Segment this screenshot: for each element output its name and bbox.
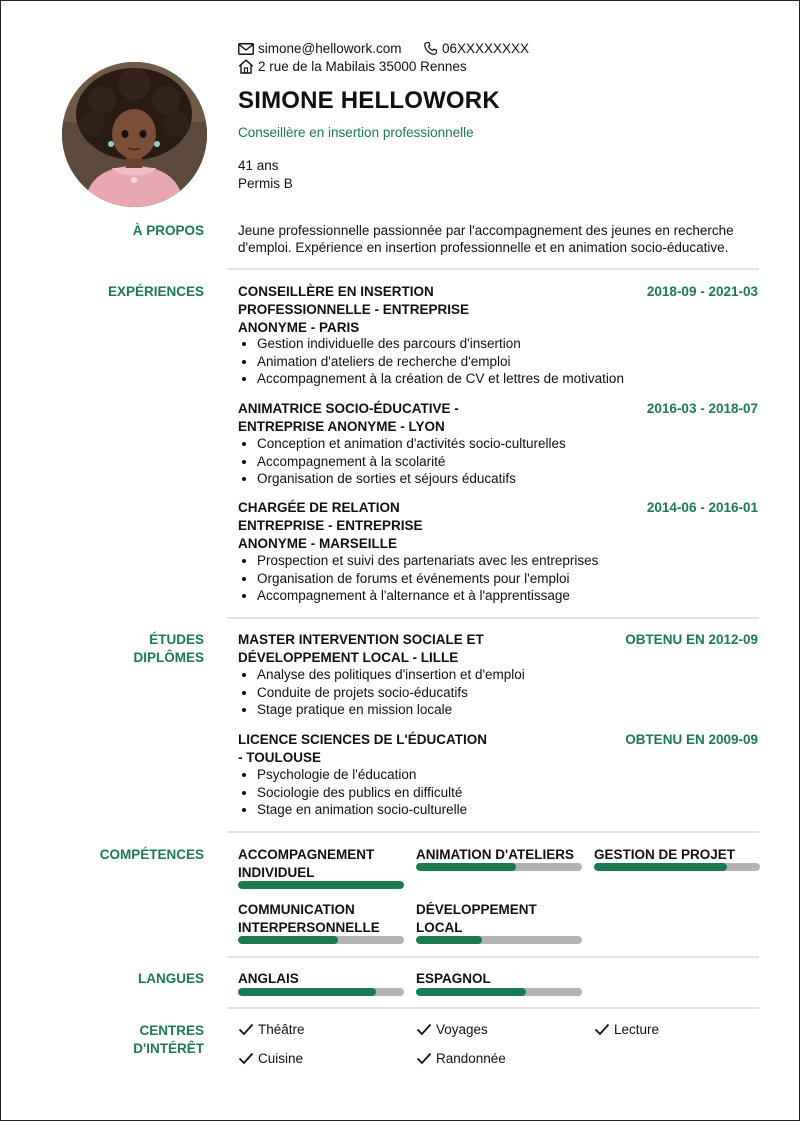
skill-level-bar [416, 863, 582, 871]
experience-tasks [238, 335, 624, 388]
list-item: • Organisation de sorties et séjours éducatifs [257, 470, 566, 488]
title-line: CHARGÉE DE RELATION [238, 500, 400, 515]
title-line: ENTREPRISE - ENTREPRISE [238, 518, 423, 533]
list-item: • Conduite de projets socio-éducatifs [257, 684, 525, 702]
skill-name-line: INTERPERSONNELLE [238, 920, 380, 935]
skill-name-line: GESTION DE PROJET [594, 847, 736, 862]
title-line: - TOULOUSE [238, 750, 322, 765]
list-item: • Gestion individuelle des parcours d'insertion [257, 335, 624, 353]
skill-level-bar [416, 936, 582, 944]
language-level-fill [238, 988, 376, 996]
interest-item [416, 1051, 506, 1066]
list-item: • Sociologie des publics en difficulté [257, 784, 467, 802]
skill-name-line: ANIMATION D'ATELIERS [416, 847, 574, 862]
skill-level-bar [238, 936, 404, 944]
list-item: • Conception et animation d'activités socio-culturelles [257, 435, 566, 453]
list-item: • Stage en animation socio-culturelle [257, 801, 467, 819]
divider [227, 617, 759, 619]
degree-title [238, 731, 487, 767]
list-item: • Analyse des politiques d'insertion et d'emploi [257, 666, 525, 684]
title-line: MASTER INTERVENTION SOCIALE ET [238, 632, 484, 647]
interest-label: Voyages [436, 1022, 488, 1037]
skill-name-line: INDIVIDUEL [238, 865, 315, 880]
divider [227, 831, 759, 833]
skill-item [238, 846, 404, 891]
divider [227, 956, 759, 958]
list-item: • Prospection et suivi des partenariats avec les entreprises [257, 552, 598, 570]
experience-title [238, 283, 469, 337]
experience-dates: 2016-03 - 2018-07 [646, 401, 758, 416]
home-icon [238, 59, 254, 74]
language-level-bar [238, 988, 404, 996]
contact-address [238, 59, 467, 74]
experience-dates: 2014-06 - 2016-01 [646, 500, 758, 515]
list-item: • Accompagnement à l'alternance et à l'apprentissage [257, 587, 598, 605]
avatar-illustration [62, 62, 207, 207]
experience-title [238, 499, 423, 553]
address-text: 2 rue de la Mabilais 35000 Rennes [258, 59, 467, 74]
skill-name-line: DÉVELOPPEMENT [416, 902, 537, 917]
checkmark-icon [238, 1023, 254, 1036]
list-item: • Psychologie de l'éducation [257, 766, 467, 784]
skill-level-fill [238, 881, 404, 889]
title-line: ANONYME - PARIS [238, 320, 360, 335]
skill-level-fill [594, 863, 727, 871]
skill-name-line: COMMUNICATION [238, 902, 355, 917]
degree-details [238, 766, 467, 819]
skill-level-fill [416, 936, 482, 944]
degree-date: OBTENU EN 2009-09 [625, 732, 758, 747]
title-line: PROFESSIONNELLE - ENTREPRISE [238, 302, 470, 317]
avatar [62, 62, 207, 207]
language-level-bar [416, 988, 582, 996]
skill-name-line: LOCAL [416, 920, 463, 935]
language-name: ANGLAIS [238, 971, 299, 986]
skill-item [238, 901, 404, 946]
skill-name [238, 901, 404, 937]
skill-item [416, 846, 582, 876]
interest-item [416, 1022, 488, 1037]
list-item: • Animation d'ateliers de recherche d'emploi [257, 353, 624, 371]
label-line: DIPLÔMES [133, 650, 204, 665]
language-level-fill [416, 988, 526, 996]
envelope-icon [238, 43, 254, 55]
email-text: simone@hellowork.com [258, 41, 402, 56]
skills-label: COMPÉTENCES [99, 847, 204, 862]
contact-email [238, 41, 402, 56]
interest-label: Randonnée [436, 1051, 506, 1066]
degree-details [238, 666, 525, 719]
skill-item [594, 846, 760, 876]
experience-dates: 2018-09 - 2021-03 [646, 284, 758, 299]
checkmark-icon [416, 1023, 432, 1036]
driving-license: Permis B [238, 176, 293, 191]
divider [227, 1007, 759, 1009]
languages-label: LANGUES [137, 971, 204, 986]
label-line: D'INTÉRÊT [133, 1041, 204, 1056]
language-item [416, 970, 582, 1000]
title-line: CONSEILLÈRE EN INSERTION [238, 284, 434, 299]
skill-name [238, 846, 404, 882]
interest-label: Cuisine [258, 1051, 304, 1066]
phone-icon [423, 41, 438, 56]
interest-label: Théâtre [258, 1022, 305, 1037]
about-label: À PROPOS [132, 223, 204, 238]
title-line: LICENCE SCIENCES DE L'ÉDUCATION [238, 732, 487, 747]
skill-level-bar [594, 863, 760, 871]
skill-name [416, 901, 582, 937]
interests-label [133, 1022, 204, 1058]
interest-label: Lecture [614, 1022, 660, 1037]
degree-title [238, 631, 484, 667]
skill-level-bar [238, 881, 404, 889]
contact-phone [423, 41, 529, 56]
title-line: ANIMATRICE SOCIO-ÉDUCATIVE - [238, 401, 459, 416]
candidate-name: SIMONE HELLOWORK [238, 87, 500, 114]
skill-level-fill [416, 863, 516, 871]
education-label [133, 631, 204, 667]
skill-name [416, 846, 582, 864]
interest-item [594, 1022, 659, 1037]
list-item: • Organisation de forums et événements pour l'emploi [257, 570, 598, 588]
age: 41 ans [238, 158, 279, 173]
interest-item [238, 1022, 305, 1037]
job-title: Conseillère en insertion professionnelle [238, 125, 474, 140]
experiences-label: EXPÉRIENCES [107, 284, 204, 299]
experience-title [238, 400, 459, 436]
interest-item [238, 1051, 303, 1066]
skill-name-line: ACCOMPAGNEMENT [238, 847, 375, 862]
skill-level-fill [238, 936, 338, 944]
list-item: • Accompagnement à la scolarité [257, 453, 566, 471]
checkmark-icon [594, 1023, 610, 1036]
about-text: Jeune professionnelle passionnée par l'accompagnement des jeunes en recherche d'emploi. Expérience en insertion professionnelle et en animation socio-éducative. [238, 223, 734, 255]
title-line: DÉVELOPPEMENT LOCAL - LILLE [238, 650, 459, 665]
checkmark-icon [416, 1052, 432, 1065]
divider [227, 268, 759, 270]
language-name: ESPAGNOL [416, 971, 491, 986]
list-item: • Stage pratique en mission locale [257, 701, 525, 719]
skill-name [594, 846, 760, 864]
degree-date: OBTENU EN 2012-09 [625, 632, 758, 647]
label-line: ÉTUDES [149, 632, 204, 647]
experience-tasks [238, 435, 566, 488]
skill-item [416, 901, 582, 946]
phone-text: 06XXXXXXXX [442, 41, 530, 56]
title-line: ENTREPRISE ANONYME - LYON [238, 419, 445, 434]
language-item [238, 970, 404, 1000]
experience-tasks [238, 552, 598, 605]
list-item: • Accompagnement à la création de CV et lettres de motivation [257, 370, 624, 388]
label-line: CENTRES [139, 1023, 204, 1038]
title-line: ANONYME - MARSEILLE [238, 536, 398, 551]
checkmark-icon [238, 1052, 254, 1065]
